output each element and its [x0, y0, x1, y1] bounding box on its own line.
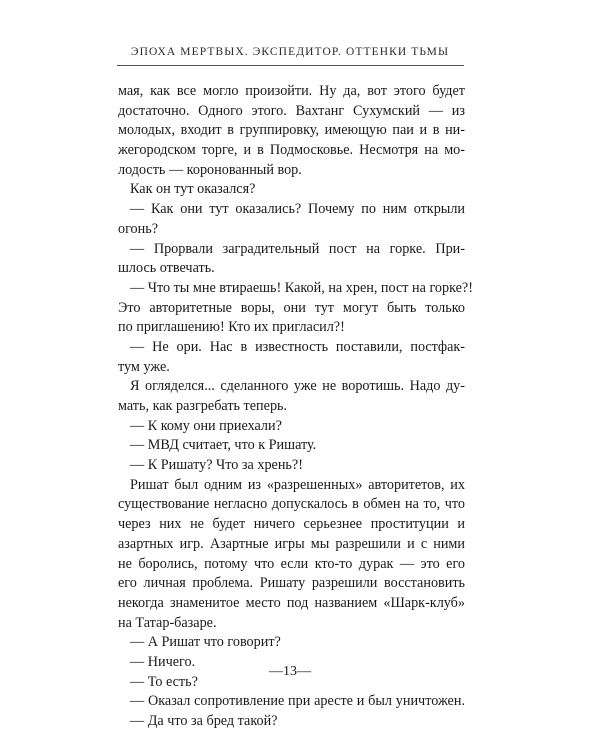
text-line: Ришат был одним из «разрешенных» авторитетов, их	[130, 476, 465, 493]
page-number: —13—	[269, 664, 311, 679]
text-line: — Как они тут оказались? Почему по ним открыли	[130, 201, 465, 218]
text-line: существование негласно допускалось в обмен на то, что	[118, 496, 465, 513]
text-line: — Оказал сопротивление при аресте и был уничтожен.	[130, 693, 465, 710]
text-line: лодость — коронованный вор.	[118, 161, 302, 178]
text-line: — Ничего.	[130, 653, 196, 670]
text-line: — Да что за бред такой?	[130, 713, 278, 729]
text-line: шлось отвечать.	[118, 260, 215, 277]
text-line: мая, как все могло произойти. Ну да, вот этого будет	[118, 83, 465, 99]
text-line: мать, как разгребать теперь.	[118, 398, 288, 414]
running-head: ЭПОХА МЕРТВЫХ. ЭКСПЕДИТОР. ОТТЕНКИ ТЬМЫ	[130, 46, 450, 58]
text-line: азартных игр. Азартные игры мы разрешили и с ними	[118, 535, 465, 552]
text-line: огонь?	[118, 220, 159, 237]
text-line: достаточно. Одного этого. Вахтанг Сухумский — из	[118, 102, 465, 119]
text-line: — МВД считает, что к Ришату.	[130, 437, 317, 454]
text-line: его личная проблема. Ришату разрешили восстановить	[118, 575, 465, 592]
text-line: — Не ори. Нас в известность поставили, постфак-	[130, 338, 465, 355]
text-line: тум уже.	[118, 358, 170, 375]
text-line: жегородском торге, и в Подмосковье. Несмотря на мо-	[118, 142, 465, 159]
text-line: Как он тут оказался?	[130, 181, 256, 198]
text-line: — К кому они приехали?	[130, 417, 282, 434]
text-line: не боролись, потому что если кто-то дурак — это его	[118, 555, 465, 572]
text-line: по приглашению! Кто их пригласил?!	[118, 319, 345, 336]
text-line: молодых, входит в группировку, имеющую паи и в ни-	[118, 122, 465, 139]
text-line: через них не будет ничего серьезнее проституции и	[118, 516, 465, 533]
text-line: Это авторитетные воры, они тут могут быть только	[118, 299, 465, 316]
body-text	[118, 82, 473, 732]
text-line: на Татар-базаре.	[118, 614, 217, 631]
text-line: — То есть?	[130, 673, 198, 690]
text-line: Я огляделся... сделанного уже не воротишь. Надо ду-	[130, 378, 465, 395]
text-line: — Прорвали заградительный пост на горке. При-	[130, 240, 465, 257]
text-line: — К Ришату? Что за хрень?!	[130, 457, 303, 474]
text-line: — А Ришат что говорит?	[130, 634, 281, 651]
header-rule	[117, 65, 464, 66]
text-line: некогда знаменитое место под названием «Шарк-клуб»	[118, 594, 465, 611]
text-line: — Что ты мне втираешь! Какой, на хрен, пост на горке?!	[130, 279, 473, 296]
